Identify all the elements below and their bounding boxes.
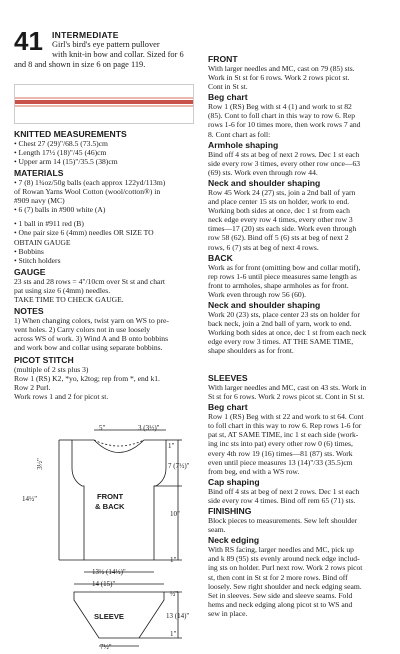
text-line: Work 20 (23) sts, place center 23 sts on holder for — [208, 309, 360, 319]
text-line: to foll chart in this way to row 6. Rep rows 1-6 for — [208, 421, 362, 431]
measure-line: • Length 17½ (18)"/45 (46)cm — [14, 148, 107, 158]
text-line: With larger needles and MC, cast on 79 (85) sts. — [208, 64, 355, 73]
text-line: side every row 3 times, every other row once—63 — [208, 158, 361, 168]
text-line: even until piece measures 13 (14)"/33 (35.5)cm — [208, 457, 353, 467]
picot-line: Work rows 1 and 2 for picot st. — [14, 392, 109, 402]
text-line: Set in sleeves. Sew side and sleeve seams. Fold — [208, 590, 353, 600]
dim-hem-label: 13½ (14½)" — [92, 568, 126, 576]
gauge-line: pat using size 6 (4mm) needles. — [14, 286, 111, 296]
stripe-pink-top — [15, 97, 193, 99]
materials-line: of Rowan Yarns Wool Cotton (wool/cotton®) in — [14, 187, 161, 197]
section-title: SLEEVES — [208, 373, 248, 383]
materials-line: • 6 (7) balls in #900 white (A) — [14, 205, 106, 215]
section-title: KNITTED MEASUREMENTS — [14, 129, 127, 139]
picot-line: Row 1 (RS) K2, *yo, k2tog; rep from *, end k1. — [14, 374, 160, 384]
dim-left-height-label: 14½" — [22, 495, 38, 503]
text-line: Row 1 (RS) Beg with st 22 and work to st 64. Cont — [208, 412, 364, 422]
text-line: side every row 4 times. Bind off rem 65 (71) sts. — [208, 495, 356, 505]
section-title: GAUGE — [14, 267, 46, 277]
materials-line: • One pair size 6 (4mm) needles OR SIZE TO — [14, 228, 154, 238]
materials-line: • 7 (8) 1¾oz/50g balls (each approx 122yd/113m) — [14, 178, 166, 187]
text-line: row 58 (62). Bind off 5 (6) sts at beg of next 2 — [208, 233, 349, 243]
text-line: seam. — [208, 525, 226, 535]
materials-line: #909 navy (MC) — [14, 196, 65, 206]
materials-line: OBTAIN GAUGE — [14, 237, 71, 247]
text-line: and k 89 (95) sts evenly around neck edge includ- — [208, 554, 360, 564]
text-line: pat st, AT SAME TIME, inc 1 st each side (work- — [208, 430, 359, 440]
text-line: Bind off 4 sts at beg of next 2 rows. Dec 1 st each — [208, 149, 360, 159]
subsection-title: Cap shaping — [208, 476, 260, 487]
text-line: sew in place. — [208, 608, 248, 618]
section-title: MATERIALS — [14, 168, 64, 178]
stripe-pink-bottom — [15, 105, 193, 107]
gauge — [14, 267, 200, 304]
text-line: Work as for front (omitting bow and collar motif), — [208, 262, 361, 272]
materials-line: • Bobbins — [14, 246, 44, 256]
section-title: PICOT STITCH — [14, 355, 74, 365]
text-line: edge every row 3 times. AT THE SAME TIME, — [208, 337, 354, 347]
skill-level: INTERMEDIATE — [52, 30, 119, 40]
text-line: ing inc sts into pat) every other row 0 (6) times, — [208, 439, 353, 449]
intro-line-3: and 8 and shown in size 6 on page 119. — [14, 60, 146, 69]
dim-top-label: 5" — [99, 424, 106, 432]
picot-line: Row 2 Purl. — [14, 383, 51, 393]
text-line: front to armholes, shape armholes as for front. — [208, 280, 349, 290]
dim-right-top-label: 1" — [168, 442, 175, 450]
text-line: (85). Cont to foll chart in this way to row 6. Rep — [208, 111, 356, 121]
gauge-line: 23 sts and 28 rows = 4"/10cm over St st and chart — [14, 277, 166, 286]
text-line: Row 1 (RS) Beg with st 4 (1) and work to st 82 — [208, 102, 352, 112]
subsection-title: Beg chart — [208, 92, 248, 103]
dim-sleeve-bottom-label: 1" — [170, 630, 177, 638]
section-title: NOTES — [14, 306, 44, 316]
dim-sleeve-right-top-label: ½" — [170, 590, 179, 598]
pattern-number: 41 — [14, 26, 43, 56]
text-line: Working both sides at once, dec 1 st from each neck — [208, 328, 367, 338]
sleeves-section — [208, 373, 394, 618]
knitted-measurements — [14, 129, 200, 166]
text-line: Work even through row 56 (60). — [208, 289, 307, 299]
text-line: Cont in St st. — [208, 82, 248, 92]
text-line: st, then cont in St st for 2 more rows. Bind off — [208, 572, 348, 582]
text-line: every 4th row 19 (16) times—81 (87) sts. Work — [208, 448, 353, 458]
stripe-red — [15, 100, 193, 104]
text-line: Work in St st for 6 rows. Work 2 rows picot st. — [208, 73, 350, 83]
text-line: loosely. Sew right shoulder and neck edging seam. — [208, 581, 362, 591]
notes-line: 1) When changing colors, twist yarn on WS to pre- — [14, 316, 169, 325]
text-line: neck edge every row 4 times, every other row 3 — [208, 215, 353, 225]
notes-line: and work bow and collar using separate bobbins. — [14, 343, 163, 353]
text-line: and place center 15 sts on holder, work to end. — [208, 197, 350, 207]
dim-body-label: 10" — [170, 510, 180, 518]
text-line: back neck, join a 2nd ball of yarn, work to end. — [208, 319, 352, 329]
text-line: times—17 (20) sts each side. Work even through — [208, 224, 357, 234]
notes-line: vent holes. 2) Carry colors not in use loosely — [14, 325, 151, 335]
dim-sleeve-top-label: 14 (15)" — [92, 580, 116, 588]
dim-neck-depth-label: 3½" — [35, 458, 44, 470]
text-line: rep rows 1-6 until piece measures same length as — [208, 271, 357, 281]
text-line: Bind off 4 sts at beg of next 2 rows. Dec 1 st each — [208, 486, 360, 496]
subsection-title: Neck and shoulder shaping — [208, 177, 321, 188]
measure-line: • Chest 27 (29)"/68.5 (73.5)cm — [14, 139, 108, 148]
picot-line: (multiple of 2 sts plus 3) — [14, 365, 89, 374]
text-line: 8. Cont chart as foll: — [208, 129, 271, 139]
materials-line: • 1 ball in #911 red (B) — [14, 219, 84, 229]
subsection-title: Neck edging — [208, 535, 260, 546]
dim-cuff-label: 7½" — [100, 643, 112, 651]
materials-line: • Stitch holders — [14, 255, 61, 265]
front-back-label-1: FRONT — [97, 492, 124, 501]
text-line: Block pieces to measurements. Sew left shoulder — [208, 516, 358, 526]
text-line: With RS facing, larger needles and MC, pick up — [208, 545, 354, 555]
text-line: from beg, end with a WS row. — [208, 466, 300, 476]
text-line: hems and neck edging along picot st to WS and — [208, 599, 353, 609]
subsection-title: Beg chart — [208, 402, 248, 413]
section-title: BACK — [208, 252, 233, 263]
intro-line-2: with knit-in bow and collar. Sized for 6 — [52, 50, 184, 59]
text-line: rows 1-6 for 10 times more, then work rows 7 and — [208, 120, 361, 130]
notes — [14, 306, 200, 352]
section-title: FRONT — [208, 54, 238, 64]
dim-shoulder-label: 3 (3½)" — [138, 424, 160, 432]
sleeve-label: SLEEVE — [94, 612, 124, 621]
dim-sleeve-height-label: 13 (14)" — [166, 612, 190, 620]
gauge-line: TAKE TIME TO CHECK GAUGE. — [14, 295, 124, 305]
dim-armhole-label: 7 (7½)" — [168, 462, 190, 470]
materials — [14, 168, 200, 265]
front-back-label-2: & BACK — [95, 502, 125, 511]
subsection-title: Armhole shaping — [208, 139, 279, 150]
text-line: St st for 6 rows. Work 2 rows picot st. Cont in St st. — [208, 392, 365, 402]
text-line: (69) sts. Work even through row 44. — [208, 167, 318, 177]
notes-line: across WS of work. 3) Wind A and B onto bobbins — [14, 334, 169, 344]
measure-line: • Upper arm 14 (15)"/35.5 (38)cm — [14, 157, 118, 167]
stripe-swatch — [14, 84, 194, 124]
back-neck-line — [94, 440, 144, 446]
text-line: Working both sides at once, dec 1 st from each — [208, 206, 350, 216]
subsection-title: Neck and shoulder shaping — [208, 299, 321, 310]
text-line: rows, 6 (7) sts at beg of next 4 rows. — [208, 242, 319, 252]
text-line: ing sts on holder. Purl next row. Work 2 rows picot — [208, 563, 363, 573]
text-line: Row 45 Work 24 (27) sts, join a 2nd ball of yarn — [208, 187, 356, 197]
text-line: With larger needles and MC, cast on 43 sts. Work in — [208, 383, 367, 392]
text-line: shape shoulders as for front. — [208, 346, 294, 356]
section-title: FINISHING — [208, 506, 252, 517]
picot-stitch — [14, 355, 200, 401]
intro-line-1: Girl's bird's eye pattern pullover — [52, 40, 160, 49]
front-section — [208, 54, 394, 355]
dim-hem-depth-label: 1" — [170, 556, 177, 564]
